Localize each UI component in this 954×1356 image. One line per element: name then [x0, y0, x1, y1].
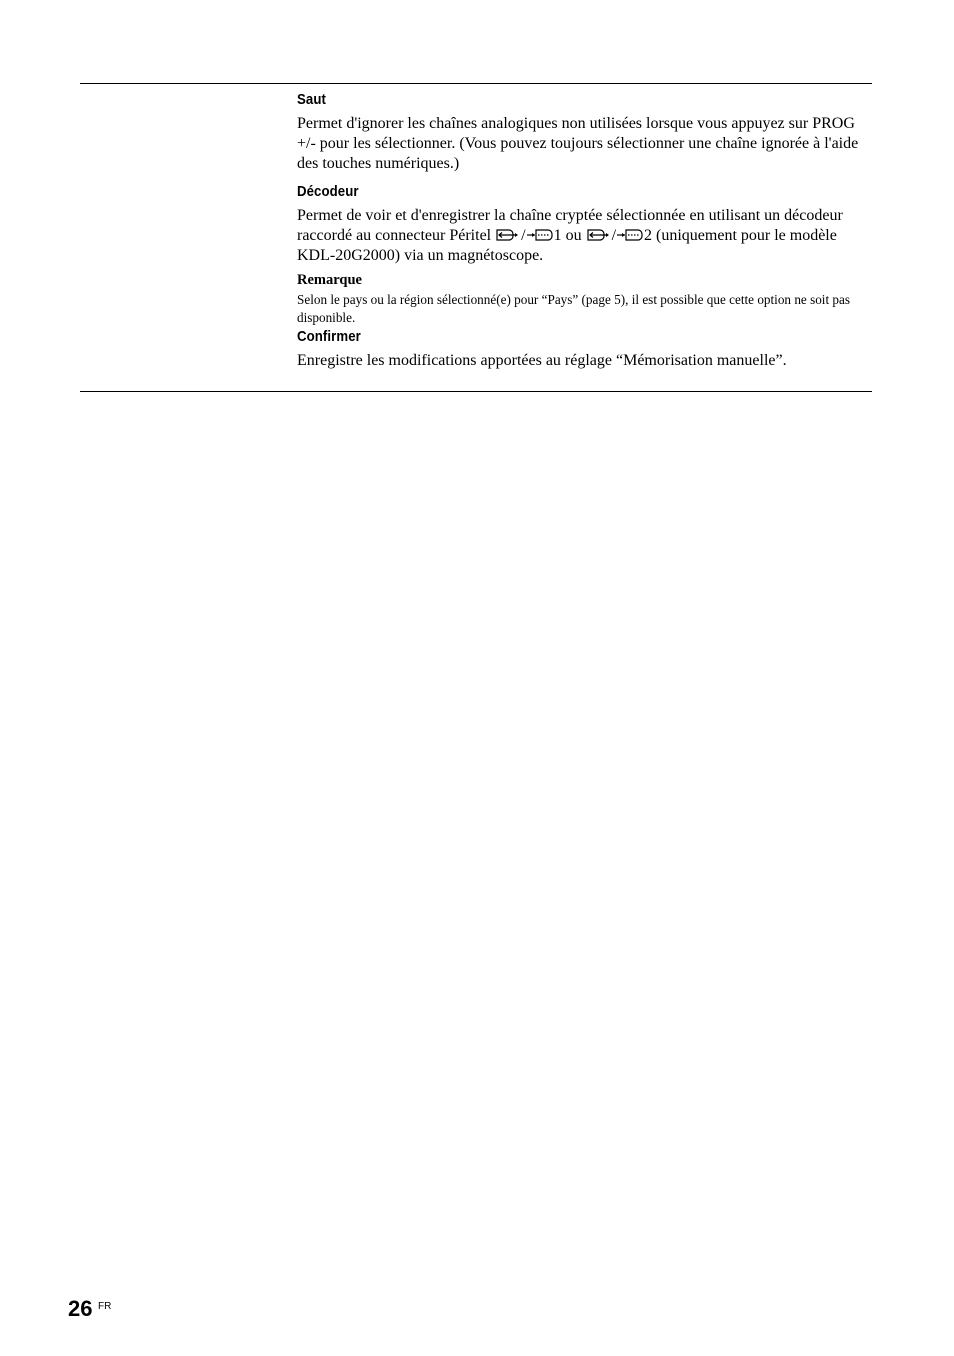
- note-text: Selon le pays ou la région sélectionné(e) pour “Pays” (page 5), il est possible que cette option ne soit pas disponible.: [297, 292, 850, 325]
- saut-heading: Saut: [297, 91, 326, 108]
- scart-out-icon: [526, 228, 554, 242]
- slash-separator: /: [521, 227, 526, 244]
- page-language-code: FR: [98, 1301, 112, 1312]
- confirmer-description: Enregistre les modifications apportées au réglage “Mémorisation manuelle”.: [297, 352, 787, 369]
- page-number: 26: [68, 1296, 93, 1321]
- saut-description: Permet d'ignorer les chaînes analogiques non utilisées lorsque vous appuyez sur PROG +/- pour les sélectionner. (Vous pouvez toujours sélectionner une chaîne ignorée à l'aide des touches numériques.): [297, 115, 859, 172]
- note-title: Remarque: [297, 272, 362, 288]
- scart-out-icon: [616, 228, 644, 242]
- bottom-rule: [80, 391, 872, 392]
- connector-1-label: 1 ou: [553, 227, 586, 244]
- scart-in-out-icon: [586, 228, 612, 242]
- decodeur-text-part1: Permet de voir et d'enregistrer la chaîne cryptée sélectionnée en utilisant un décodeur raccordé au connecteur Péritel: [297, 207, 843, 244]
- decodeur-heading: Décodeur: [297, 183, 359, 200]
- settings-description: [297, 90, 873, 371]
- top-rule: [80, 83, 872, 84]
- scart-in-out-icon: [495, 228, 521, 242]
- decodeur-description: [297, 206, 873, 266]
- confirmer-heading: Confirmer: [297, 328, 361, 345]
- slash-separator: /: [611, 227, 617, 244]
- decodeur-text-part2: 2 (uniquement pour le modèle KDL-20G2000) via un magnétoscope.: [297, 227, 837, 264]
